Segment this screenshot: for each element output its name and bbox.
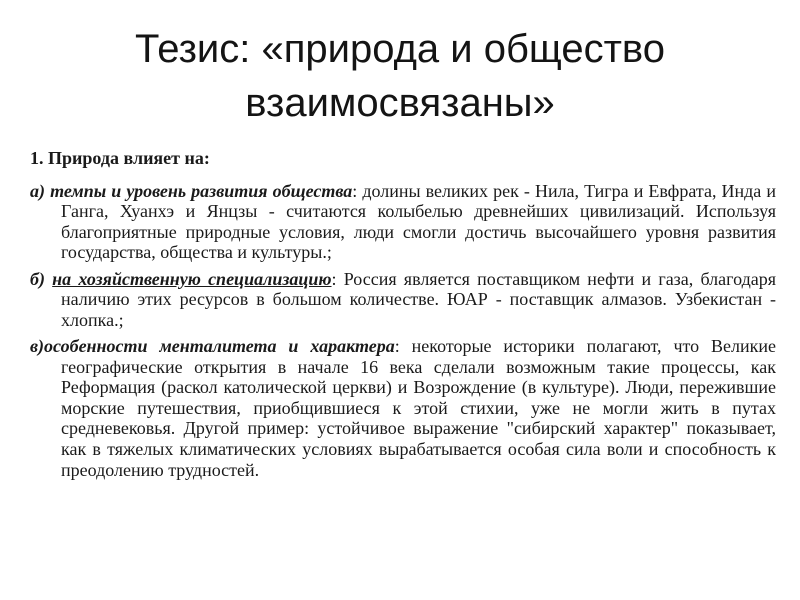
point-b-text: : Россия является поставщиком нефти и газа, благодаря наличию этих ресурсов в большом количестве. ЮАР - поставщик алмазов. Узбекистан - хлопка.; — [61, 268, 776, 330]
point-b-lead: на хозяйственную специализацию — [52, 268, 332, 289]
point-a-marker: а) — [30, 180, 51, 201]
point-c-text: : некоторые историки полагают, что Великие географические открытия в начале 16 века сделали возможным такие процессы, как Реформация (раскол католической церкви) и Возрождение (в культуре). Люди, пережившие морские путешествия, приобщившиеся к этой стихии, уже не могли жить в путах средневековья. Другой пример: устойчивое выражение "сибирский характер" показывает, как в тяжелых климатических условиях вырабатывается особая сила воли и способность к преодолению трудностей. — [61, 335, 776, 480]
point-b — [30, 269, 776, 331]
point-a — [30, 181, 776, 263]
point-b-marker: б) — [30, 268, 53, 289]
slide-body — [30, 148, 776, 486]
point-c-marker: в) — [30, 335, 45, 356]
point-a-lead: темпы и уровень развития общества — [50, 180, 353, 201]
point-c-lead: особенности менталитета и характера — [44, 335, 395, 356]
point-a-text: : долины великих рек - Нила, Тигра и Евфрата, Инда и Ганга, Хуанхэ и Янцзы - считаются колыбелью древнейших цивилизаций. Используя благоприятные природные условия, люди смогли достичь высочайшего уровня развития государства, общества и культуры.; — [61, 180, 776, 263]
point-c — [30, 336, 776, 480]
section-heading: 1. Природа влияет на: — [30, 148, 210, 168]
slide-title: Тезис: «природа и общество взаимосвязаны» — [135, 27, 665, 125]
